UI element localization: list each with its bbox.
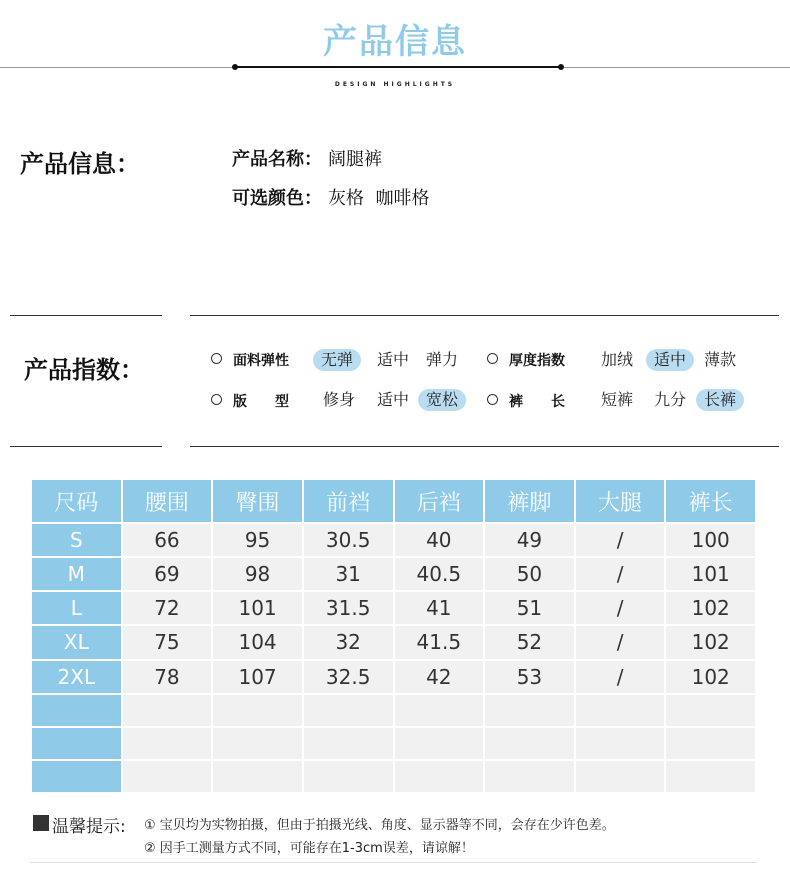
bullet-circle-icon [487,353,498,364]
table-cell: 102 [666,661,755,693]
table-cell [213,761,302,792]
product-colors-value: 灰格 咖啡格 [328,188,430,209]
option-fit-slim: 修身 [323,390,356,409]
table-row [32,592,755,624]
option-length-shorts: 短裤 [601,390,634,409]
table-cell [32,728,121,759]
table-cell [304,728,393,759]
index-divider [190,446,779,447]
table-cell [304,761,393,792]
option-length-ninth: 九分 [654,390,687,409]
table-cell: 72 [123,592,212,624]
table-cell: 102 [666,592,755,624]
option-thickness-thin: 薄款 [704,350,737,369]
attr-label-thickness: 厚度指数 [509,353,565,369]
table-cell: 104 [213,626,302,658]
table-cell [485,761,574,792]
table-cell: 78 [123,661,212,693]
table-row-empty [32,728,755,759]
square-bullet-icon [33,815,49,831]
table-cell: 50 [485,558,574,590]
bullet-circle-icon [211,394,222,405]
product-colors-row [232,184,429,210]
attr-label-elasticity: 面料弹性 [233,353,289,369]
table-cell: 32.5 [304,661,393,693]
table-cell: / [576,524,665,556]
header-thigh: 大腿 [576,480,665,522]
bullet-circle-icon [487,394,498,405]
table-cell [123,761,212,792]
table-cell: 102 [666,626,755,658]
table-cell [32,695,121,726]
table-cell: 41.5 [395,626,484,658]
table-cell: 101 [666,558,755,590]
table-cell [213,728,302,759]
option-fit-medium: 适中 [377,390,410,409]
table-cell: 32 [304,626,393,658]
table-row [32,626,755,658]
table-cell [576,695,665,726]
product-name-row [232,145,382,171]
index-divider [10,446,162,447]
option-length-long: 长裤 [696,389,744,411]
header-back-rise: 后裆 [395,480,484,522]
table-row [32,558,755,590]
header-accent-line [235,66,563,68]
table-cell [395,728,484,759]
bottom-divider [30,862,757,863]
size-chart-table [30,478,757,794]
table-row [32,524,755,556]
table-cell [395,695,484,726]
header-leg-opening: 裤脚 [485,480,574,522]
table-cell: 66 [123,524,212,556]
table-cell: 31.5 [304,592,393,624]
table-cell: 41 [395,592,484,624]
table-cell: 101 [213,592,302,624]
table-cell: 40 [395,524,484,556]
table-header-row [32,480,755,522]
table-cell: 2XL [32,661,121,693]
table-cell: 53 [485,661,574,693]
table-cell: 51 [485,592,574,624]
table-cell: M [32,558,121,590]
table-row-empty [32,761,755,792]
index-divider [190,315,779,316]
table-cell [304,695,393,726]
table-cell: 107 [213,661,302,693]
table-cell: 30.5 [304,524,393,556]
table-cell: 100 [666,524,755,556]
option-thickness-fleece: 加绒 [601,350,634,369]
product-colors-key: 可选颜色： [232,188,322,209]
product-name-key: 产品名称： [232,149,322,170]
table-cell: 95 [213,524,302,556]
table-cell [123,695,212,726]
index-section-title: 产品指数： [24,356,144,384]
table-cell: 31 [304,558,393,590]
tip-line-1: ① 宝贝均为实物拍摄，但由于拍摄光线、角度、显示器等不同，会存在少许色差。 [144,818,615,833]
tips-label: 温馨提示: [52,817,126,837]
attr-label-fit: 版 型 [233,394,289,410]
page-title: 产品信息 [323,22,467,62]
table-cell: L [32,592,121,624]
table-cell: 75 [123,626,212,658]
table-cell: 42 [395,661,484,693]
table-cell [485,695,574,726]
table-cell: 98 [213,558,302,590]
option-elasticity-medium: 适中 [377,350,410,369]
table-cell: 49 [485,524,574,556]
header-subtitle: DESIGN HIGHLIGHTS [334,81,456,88]
option-fit-loose: 宽松 [418,389,466,411]
table-cell: S [32,524,121,556]
table-cell [576,761,665,792]
attr-label-length: 裤 长 [509,394,565,410]
table-cell [395,761,484,792]
header-size: 尺码 [32,480,121,522]
table-row [32,661,755,693]
option-elasticity-stretch: 弹力 [426,350,459,369]
table-cell: / [576,592,665,624]
table-cell [123,728,212,759]
header-waist: 腰围 [123,480,212,522]
header-front-rise: 前裆 [304,480,393,522]
bullet-circle-icon [211,353,222,364]
table-cell [485,728,574,759]
index-divider [10,315,162,316]
table-cell: / [576,661,665,693]
header-dot-left [232,64,238,70]
header-hip: 臀围 [213,480,302,522]
info-section-title: 产品信息： [20,150,140,178]
table-cell: 69 [123,558,212,590]
table-cell: 40.5 [395,558,484,590]
table-row-empty [32,695,755,726]
tip-line-2: ② 因手工测量方式不同，可能存在1-3cm误差，请谅解！ [144,841,474,856]
table-cell [666,761,755,792]
table-cell: 52 [485,626,574,658]
table-cell: / [576,558,665,590]
table-cell [666,728,755,759]
table-cell [32,761,121,792]
table-cell [576,728,665,759]
header-dot-right [558,64,564,70]
table-cell [666,695,755,726]
product-name-value: 阔腿裤 [328,149,382,170]
table-cell: XL [32,626,121,658]
option-thickness-medium: 适中 [646,349,694,371]
table-cell: / [576,626,665,658]
option-elasticity-none: 无弹 [313,349,361,371]
header-length: 裤长 [666,480,755,522]
table-cell [213,695,302,726]
